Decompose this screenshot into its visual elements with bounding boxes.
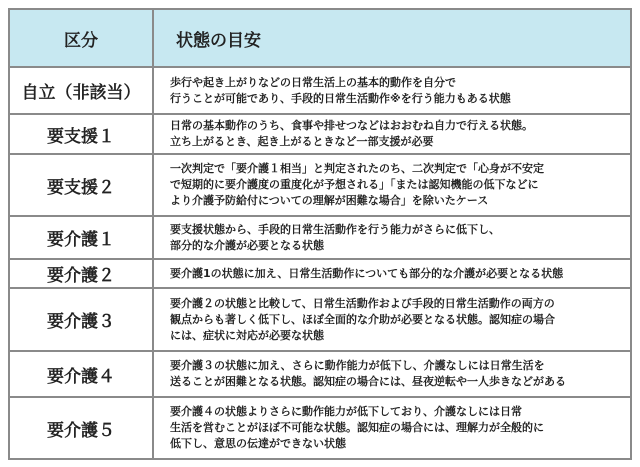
description-line: 低下し、意思の伝達ができない状態 <box>170 437 346 450</box>
description-cell <box>153 259 631 288</box>
description-line: 要介護1の状態に加え、日常生活動作についても部分的な介護が必要となる状態 <box>170 266 564 280</box>
description-line: で短期的に要介護度の重度化が予想される」「または認知機能の低下などに <box>170 178 539 191</box>
description-line: 要支援状態から、手段的日常生活動作を行う能力がさらに低下し、 <box>170 222 500 236</box>
description-cell <box>153 67 631 114</box>
category-cell: 要介護５ <box>9 397 153 459</box>
description-line: 要介護３の状態に加え、さらに動作能力が低下し、介護なしには日常生活を <box>170 359 545 372</box>
description-cell <box>153 397 631 459</box>
description-cell <box>153 114 631 154</box>
description-cell <box>153 288 631 351</box>
table-row <box>9 259 631 288</box>
header-category: 区分 <box>9 9 153 67</box>
description-line: 部分的な介護が必要となる状態 <box>170 238 324 252</box>
description-line: 生活を営むことがほぼ不可能な状態。認知症の場合には、理解力が全般的に <box>170 421 544 434</box>
table-row <box>9 216 631 259</box>
description-line: 要介護２の状態と比較して、日常生活動作および手段的日常生活動作の両方の <box>170 296 555 310</box>
table-row <box>9 288 631 351</box>
description-cell <box>153 154 631 216</box>
table-header-row <box>9 9 631 67</box>
description-line: 歩行や起き上がりなどの日常生活上の基本的動作を自分で <box>170 75 456 89</box>
description-cell <box>153 351 631 397</box>
description-line: 送ることが困難となる状態。認知症の場合には、昼夜逆転や一人歩きなどがある <box>170 375 566 388</box>
description-line: 行うことが可能であり、手段的日常生活動作※を行う能力もある状態 <box>170 91 511 105</box>
category-cell: 要介護１ <box>9 216 153 259</box>
care-level-table <box>8 8 632 460</box>
header-description: 状態の目安 <box>153 9 631 67</box>
description-line: 要介護４の状態よりさらに動作能力が低下しており、介護なしには日常 <box>170 405 522 418</box>
description-line: より介護予防給付についての理解が困難な場合」を除いたケース <box>170 194 489 207</box>
category-cell: 要支援２ <box>9 154 153 216</box>
description-line: 観点からも著しく低下し、ほぼ全面的な介助が必要となる状態。認知症の場合 <box>170 312 555 326</box>
description-line: 一次判定で「要介護１相当」と判定されたのち、二次判定で「心身が不安定 <box>170 162 544 175</box>
description-line: 立ち上がるとき、起き上がるときなど一部支援が必要 <box>170 135 434 148</box>
table-row <box>9 351 631 397</box>
table-row <box>9 154 631 216</box>
description-line: 日常の基本動作のうち、食事や排せつなどはおおむね自力で行える状態。 <box>170 119 533 132</box>
category-cell: 自立（非該当） <box>9 67 153 114</box>
category-cell: 要介護３ <box>9 288 153 351</box>
category-cell: 要介護２ <box>9 259 153 288</box>
table-row <box>9 397 631 459</box>
description-cell <box>153 216 631 259</box>
category-cell: 要介護４ <box>9 351 153 397</box>
table-row <box>9 67 631 114</box>
description-line: には、症状に対応が必要な状態 <box>170 328 324 342</box>
table-row <box>9 114 631 154</box>
category-cell: 要支援１ <box>9 114 153 154</box>
